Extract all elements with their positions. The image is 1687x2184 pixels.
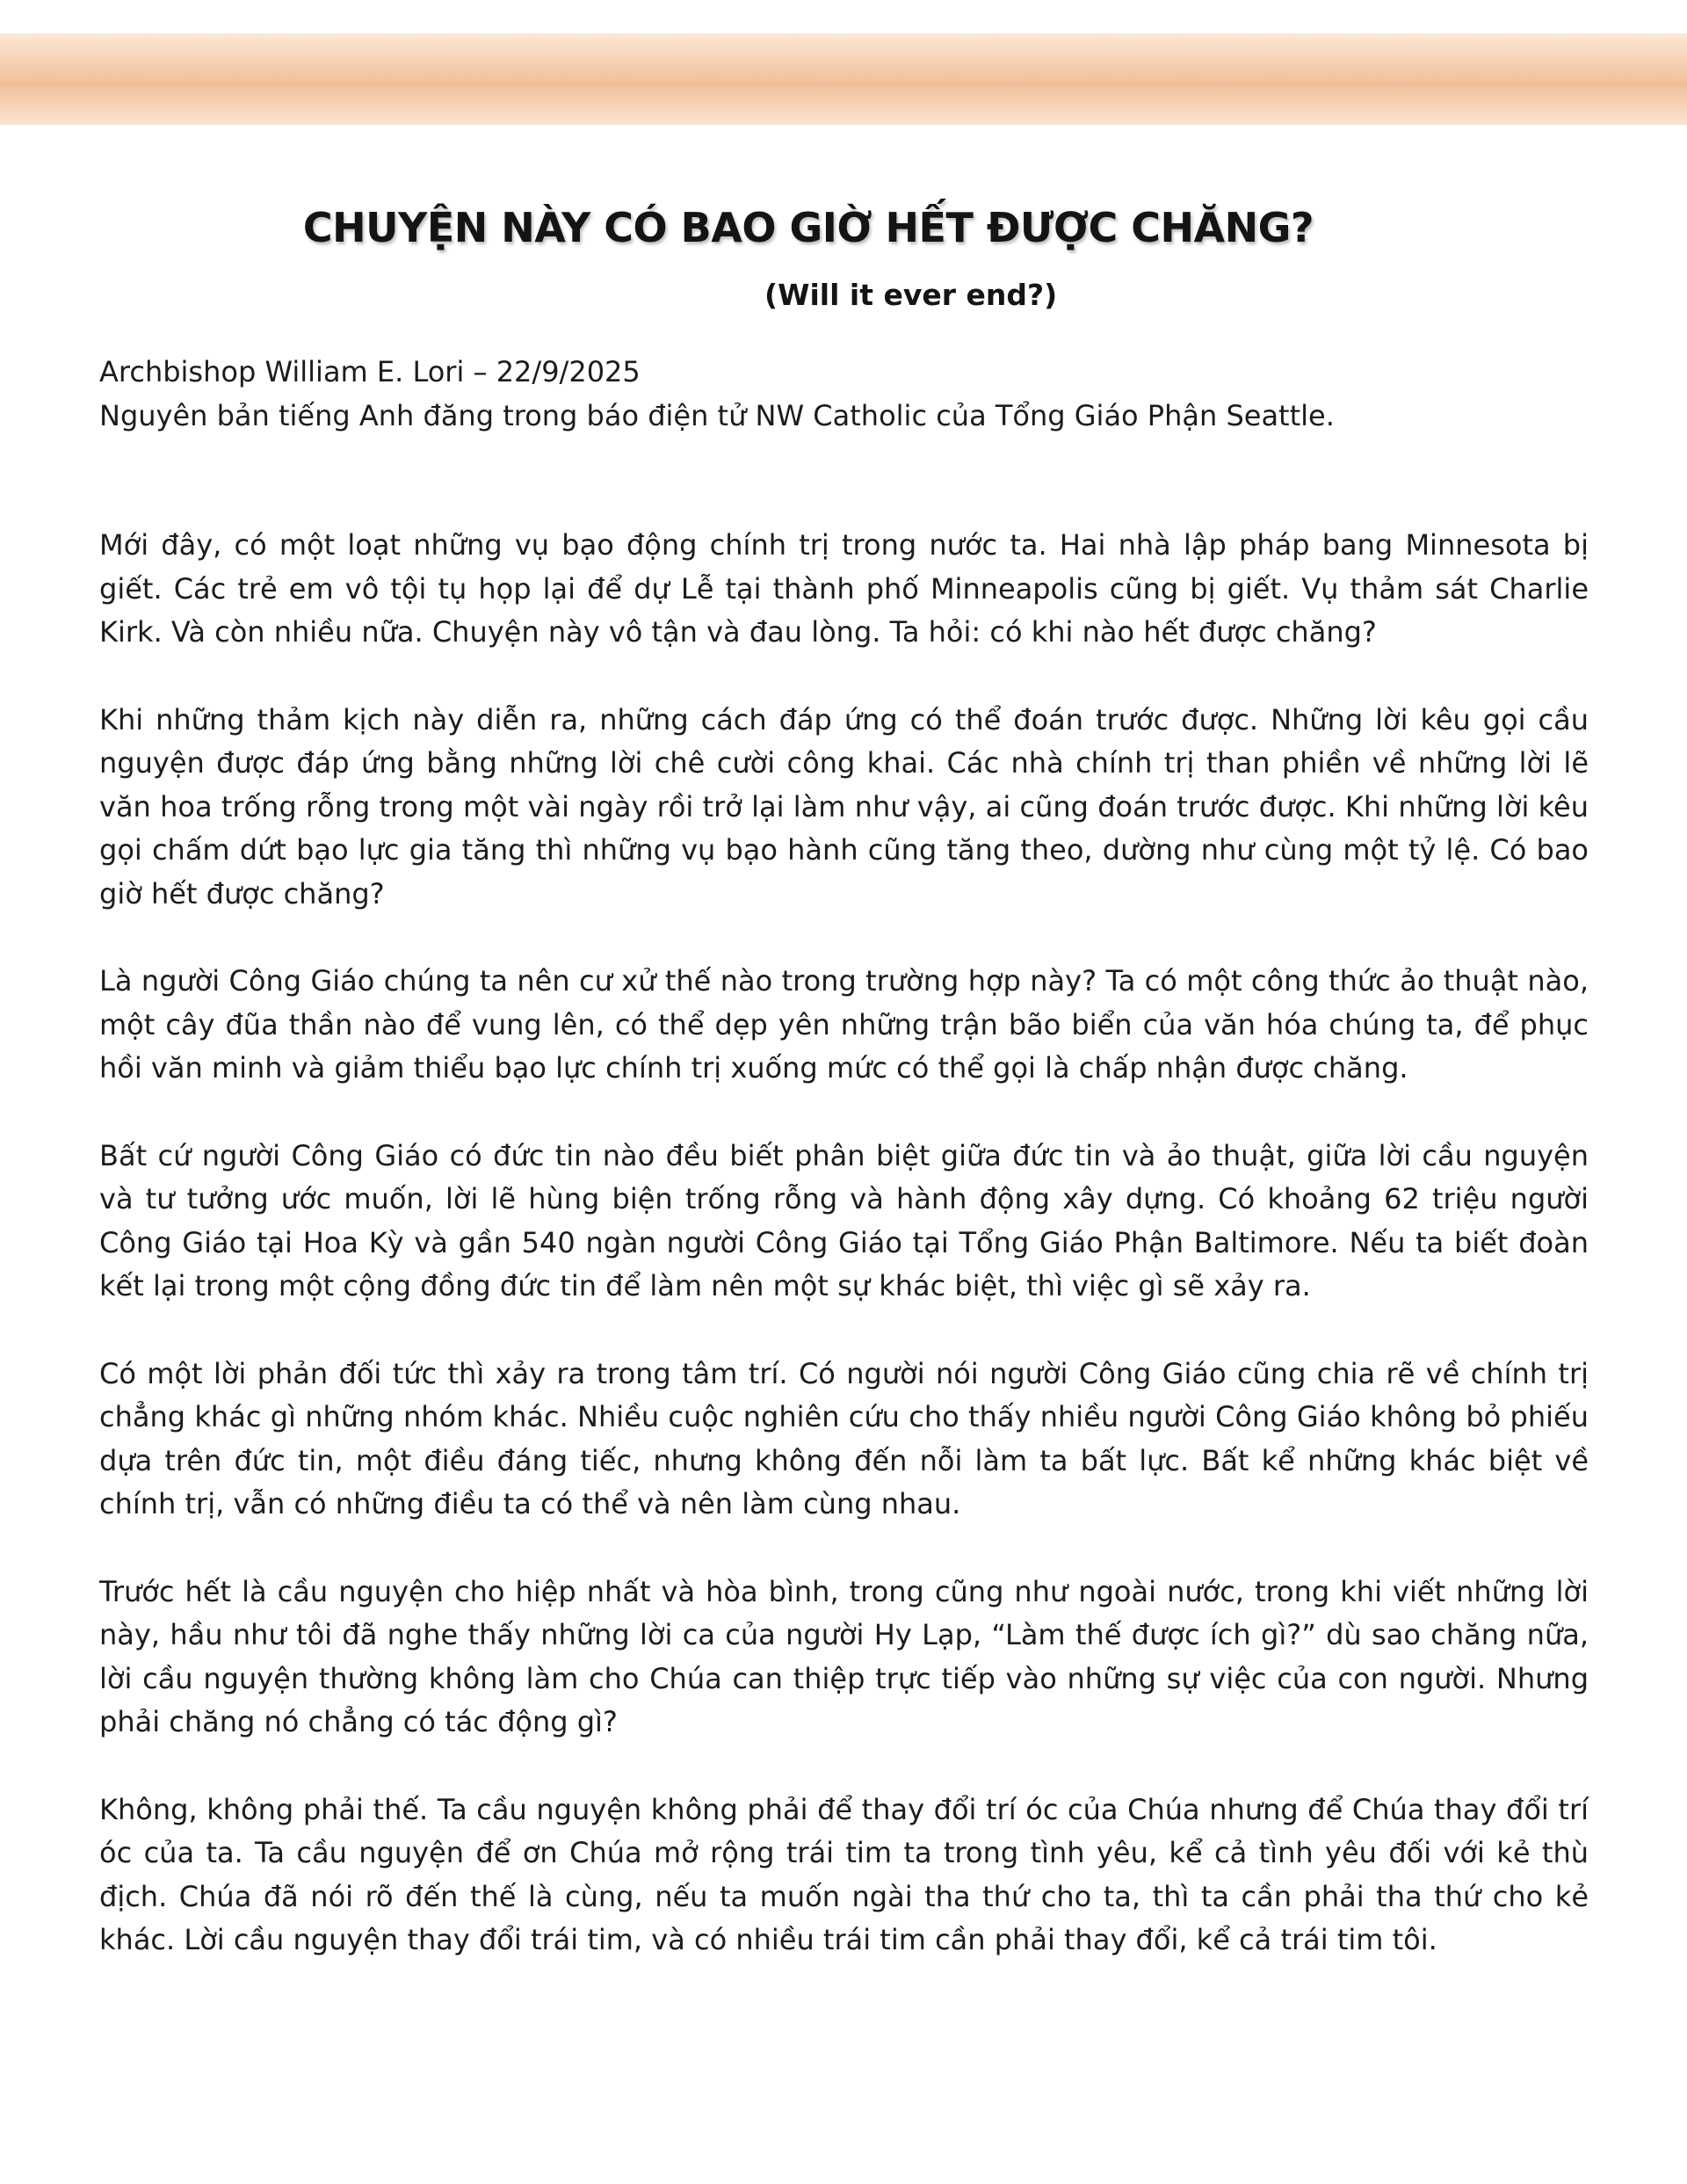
source-note: Nguyên bản tiếng Anh đăng trong báo điện tử NW Catholic của Tổng Giáo Phận Seattle.	[99, 399, 1335, 432]
article-title: CHUYỆN NÀY CÓ BAO GIỜ HẾT ĐƯỢC CHĂNG?	[302, 204, 1314, 251]
article-body	[99, 524, 1589, 2006]
paragraph-3: Là người Công Giáo chúng ta nên cư xử thế nào trong trường hợp này? Ta có một công thức ảo thuật nào, một cây đũa thần nào để vung lên, có thể dẹp yên những trận bão biển của văn hóa chúng ta, để phục hồi văn minh và giảm thiểu bạo lực chính trị xuống mức có thể gọi là chấp nhận được chăng.	[99, 964, 1589, 1085]
paragraph-1: Mới đây, có một loạt những vụ bạo động chính trị trong nước ta. Hai nhà lập pháp bang Minnesota bị giết. Các trẻ em vô tội tụ họp lại để dự Lễ tại thành phố Minneapolis cũng bị giết. Vụ thảm sát Charlie Kirk. Và còn nhiều nữa. Chuyện này vô tận và đau lòng. Ta hỏi: có khi nào hết được chăng?	[99, 528, 1589, 649]
paragraph-2: Khi những thảm kịch này diễn ra, những cách đáp ứng có thể đoán trước được. Những lời kêu gọi cầu nguyện được đáp ứng bằng những lời chê cười công khai. Các nhà chính trị than phiền về những lời lẽ văn hoa trống rỗng trong một vài ngày rồi trở lại làm như vậy, ai cũng đoán trước được. Khi những lời kêu gọi chấm dứt bạo lực gia tăng thì những vụ bạo hành cũng tăng theo, dường như cùng một tỷ lệ. Có bao giờ hết được chăng?	[99, 702, 1589, 911]
paragraph-5: Có một lời phản đối tức thì xảy ra trong tâm trí. Có người nói người Công Giáo cũng chia rẽ về chính trị chẳng khác gì những nhóm khác. Nhiều cuộc nghiên cứu cho thấy nhiều người Công Giáo không bỏ phiếu dựa trên đức tin, một điều đáng tiếc, nhưng không đến nỗi làm ta bất lực. Bất kể những khác biệt về chính trị, vẫn có những điều ta có thể và nên làm cùng nhau.	[99, 1356, 1589, 1520]
paragraph-4: Bất cứ người Công Giáo có đức tin nào đều biết phân biệt giữa đức tin và ảo thuật, giữa lời cầu nguyện và tư tưởng ước muốn, lời lẽ hùng biện trống rỗng và hành động xây dựng. Có khoảng 62 triệu người Công Giáo tại Hoa Kỳ và gần 540 ngàn người Công Giáo tại Tổng Giáo Phận Baltimore. Nếu ta biết đoàn kết lại trong một cộng đồng đức tin để làm nên một sự khác biệt, thì việc gì sẽ xảy ra.	[99, 1138, 1589, 1302]
article-subtitle: (Will it ever end?)	[764, 278, 1058, 312]
article-meta	[99, 350, 1335, 438]
header-decorative-band	[0, 33, 1687, 125]
paragraph-7: Không, không phải thế. Ta cầu nguyện không phải để thay đổi trí óc của Chúa nhưng để Chúa thay đổi trí óc của ta. Ta cầu nguyện để ơn Chúa mở rộng trái tim ta trong tình yêu, kể cả tình yêu đối với kẻ thù địch. Chúa đã nói rõ đến thế là cùng, nếu ta muốn ngài tha thứ cho ta, thì ta cần phải tha thứ cho kẻ khác. Lời cầu nguyện thay đổi trái tim, và có nhiều trái tim cần phải thay đổi, kể cả trái tim tôi.	[99, 1792, 1589, 1956]
paragraph-6: Trước hết là cầu nguyện cho hiệp nhất và hòa bình, trong cũng như ngoài nước, trong khi viết những lời này, hầu như tôi đã nghe thấy những lời ca của người Hy Lạp, “Làm thế được ích gì?” dù sao chăng nữa, lời cầu nguyện thường không làm cho Chúa can thiệp trực tiếp vào những sự việc của con người. Nhưng phải chăng nó chẳng có tác động gì?	[99, 1574, 1589, 1738]
byline: Archbishop William E. Lori – 22/9/2025	[99, 355, 641, 388]
